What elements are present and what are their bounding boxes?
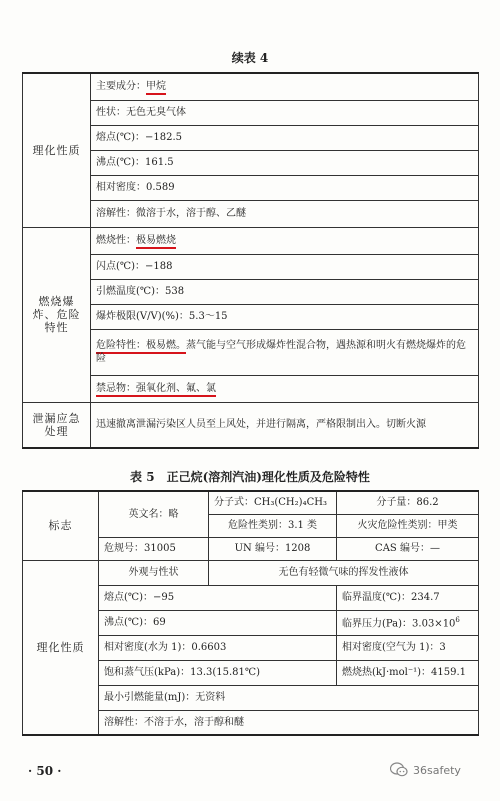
watermark bbox=[390, 762, 461, 778]
un-number: UN 编号：1208 bbox=[209, 537, 337, 560]
underline-highlight: 禁忌物：强氧化剂、氟、氯 bbox=[96, 383, 216, 397]
t4-row-ignition-temp: 引燃温度(℃)：538 bbox=[91, 279, 479, 304]
section-leak-response: 泄漏应急处理 bbox=[23, 402, 91, 448]
appearance-label: 外观与性状 bbox=[99, 560, 209, 585]
underline-highlight: 危险特性：极易燃。 bbox=[96, 340, 186, 354]
t4-row-melting-point: 熔点(℃)：−182.5 bbox=[91, 125, 479, 150]
t4-row-boiling-point: 沸点(℃)：161.5 bbox=[91, 150, 479, 175]
t4-row-flammability: 燃烧性：极易燃烧 bbox=[91, 227, 479, 254]
critical-temperature: 临界温度(℃)：234.7 bbox=[337, 585, 479, 610]
appearance-value: 无色有轻微气味的挥发性液体 bbox=[209, 560, 479, 585]
english-name: 英文名：略 bbox=[99, 491, 209, 537]
page-number: · 50 · bbox=[28, 764, 62, 778]
dangerous-goods-number: 危规号：31005 bbox=[99, 537, 209, 560]
watermark-text: 36safety bbox=[413, 763, 461, 777]
density-water: 相对密度(水为 1)：0.6603 bbox=[99, 635, 337, 660]
page-header: 续表 4 bbox=[231, 51, 269, 65]
section-label: 标志 bbox=[23, 491, 99, 560]
t4-row-hazard-characteristics: 危险特性：极易燃。蒸气能与空气形成爆炸性混合物，遇热源和明火有燃烧爆炸的危险 bbox=[91, 329, 479, 375]
table-4-continued bbox=[22, 72, 479, 449]
t4-row-leak-response: 迅速撤离泄漏污染区人员至上风处，并进行隔离，严格限制出入。切断火源 bbox=[91, 402, 479, 448]
vapor-pressure: 饱和蒸气压(kPa)：13.3(15.81℃) bbox=[99, 660, 337, 685]
t4-row-explosion-limit: 爆炸极限(V/V)(%)：5.3～15 bbox=[91, 304, 479, 329]
melting-point: 熔点(℃)：−95 bbox=[99, 585, 337, 610]
t4-row-main-component: 主要成分：甲烷 bbox=[91, 73, 479, 100]
heat-of-combustion: 燃烧热(kJ·mol⁻¹)：4159.1 bbox=[337, 660, 479, 685]
fire-hazard-class: 火灾危险性类别：甲类 bbox=[337, 514, 479, 537]
solubility: 溶解性：不溶于水，溶于醇和醚 bbox=[99, 710, 479, 735]
min-ignition-energy: 最小引燃能量(mJ)：无资料 bbox=[99, 685, 479, 710]
t4-row-incompatible bbox=[91, 375, 479, 402]
molecular-formula: 分子式：CH₃(CH₂)₄CH₃ bbox=[209, 491, 337, 514]
critical-pressure: 临界压力(Pa)：$3.03\times 10^6$ bbox=[337, 610, 479, 635]
t4-row-flash-point: 闪点(℃)：−188 bbox=[91, 254, 479, 279]
table-5 bbox=[22, 490, 479, 736]
section-fire-explosion: 燃烧爆炸、危险特性 bbox=[23, 227, 91, 402]
cas-number: CAS 编号：— bbox=[337, 537, 479, 560]
table-5-title: 表 5 正己烷(溶剂汽油)理化性质及危险特性 bbox=[130, 470, 370, 484]
underline-highlight: 极易燃烧 bbox=[136, 235, 176, 249]
chat-bubble-icon bbox=[390, 762, 408, 778]
density-air: 相对密度(空气为 1)：3 bbox=[337, 635, 479, 660]
boiling-point: 沸点(℃)：69 bbox=[99, 610, 337, 635]
t4-row-appearance: 性状：无色无臭气体 bbox=[91, 100, 479, 125]
section-physical-chemical: 理化性质 bbox=[23, 560, 99, 735]
t4-row-relative-density: 相对密度：0.589 bbox=[91, 175, 479, 200]
underline-highlight: 甲烷 bbox=[146, 81, 166, 95]
t4-row-solubility: 溶解性：微溶于水，溶于醇、乙醚 bbox=[91, 200, 479, 227]
hazard-class: 危险性类别：3.1 类 bbox=[209, 514, 337, 537]
section-physical-chemical: 理化性质 bbox=[23, 73, 91, 227]
molecular-weight: 分子量：86.2 bbox=[337, 491, 479, 514]
